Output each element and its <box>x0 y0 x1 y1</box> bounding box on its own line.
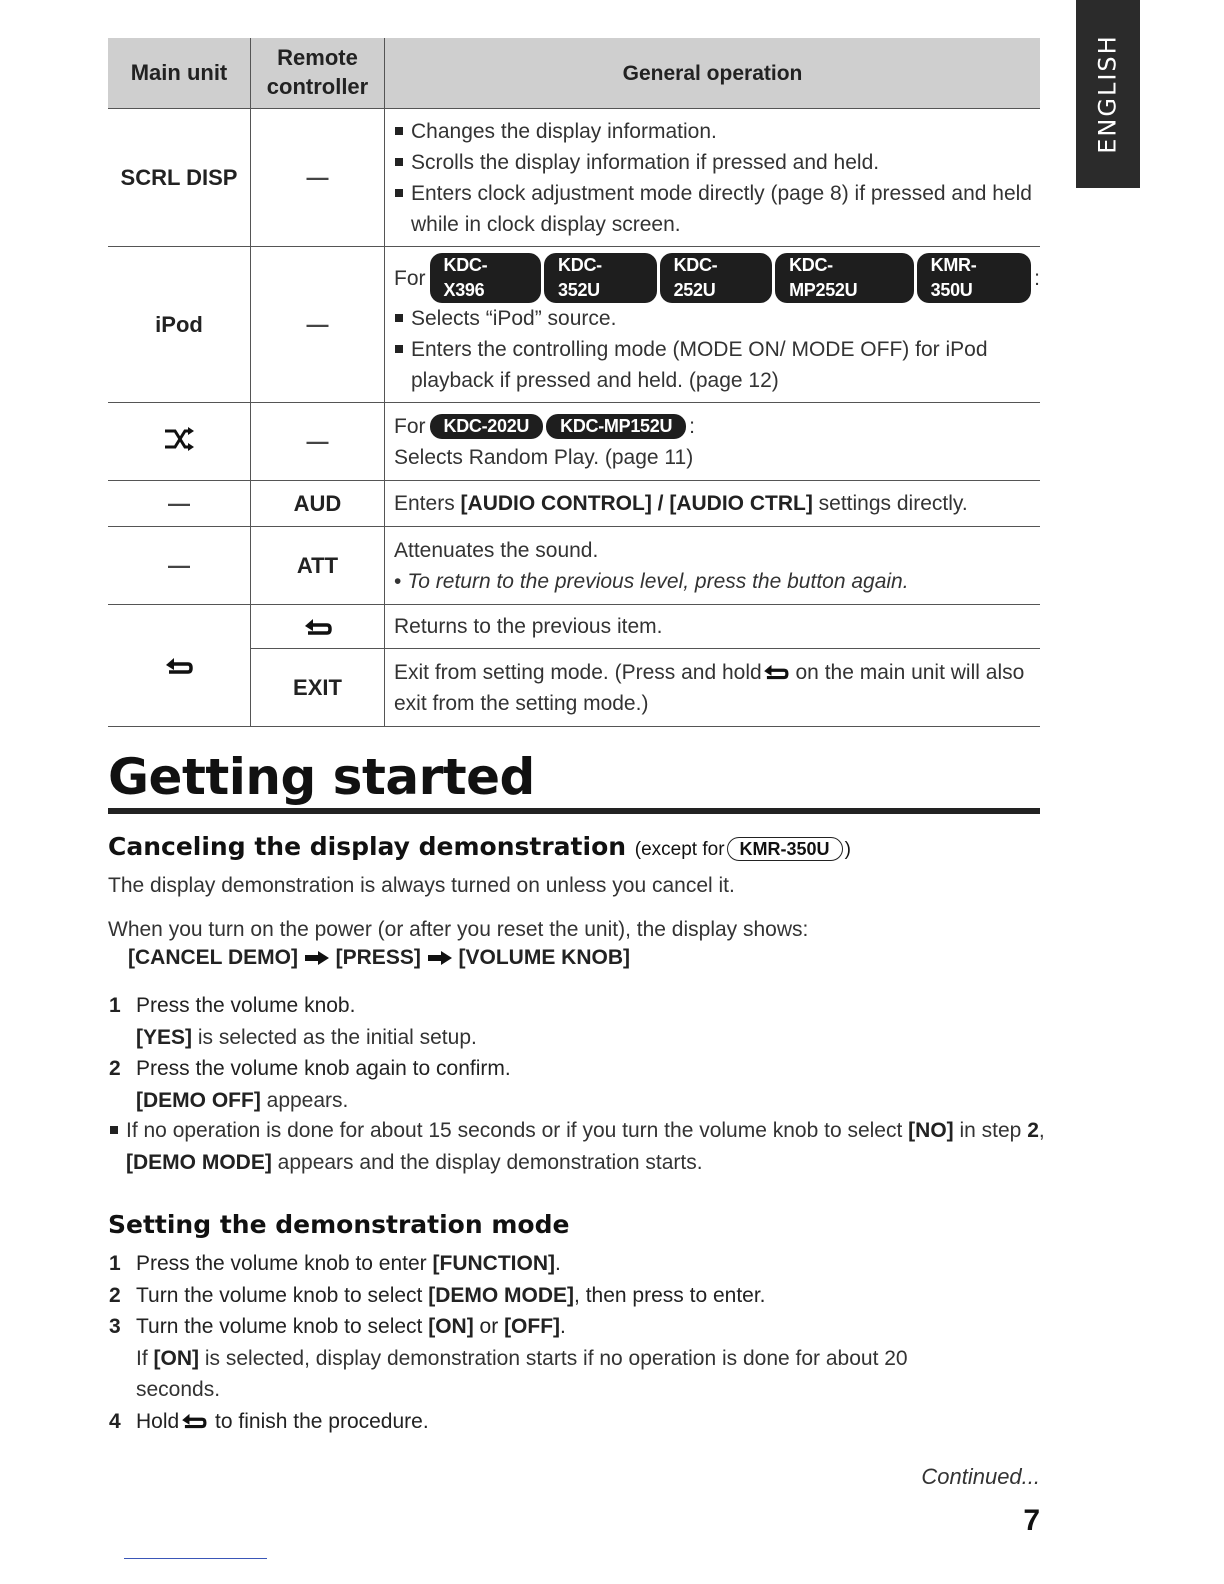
list-item: Changes the display information. <box>394 116 1040 147</box>
remote-cell: AUD <box>251 481 385 527</box>
list-item: Selects “iPod” source. <box>394 303 1040 334</box>
setting-name: [AUDIO CONTROL] / [AUDIO CTRL] <box>460 492 813 515</box>
remote-cell: ATT <box>251 527 385 605</box>
colon: : <box>689 414 695 438</box>
model-line <box>394 411 1040 442</box>
model-badge: KMR-350U <box>727 837 843 861</box>
language-label: ENGLISH <box>1094 34 1123 154</box>
main-unit-cell <box>108 403 251 481</box>
table-row <box>108 403 1040 481</box>
operation-cell <box>385 527 1041 605</box>
heading-rule <box>108 808 1040 814</box>
header-general-operation: General operation <box>385 38 1041 109</box>
main-unit-cell: iPod <box>108 247 251 403</box>
colon: : <box>1034 266 1040 290</box>
demo-sequence: [CANCEL DEMO] [PRESS] [VOLUME KNOB] <box>128 946 631 969</box>
remote-cell: — <box>251 403 385 481</box>
section-title: Getting started <box>108 748 535 806</box>
table-header-row <box>108 38 1040 109</box>
list-item: 2 Turn the volume knob to select [DEMO MODE], then press to enter. <box>109 1283 766 1307</box>
table-row <box>108 247 1040 403</box>
except-note: (except for KMR-350U ) <box>634 839 851 860</box>
operation-note: • To return to the previous level, press the button again. <box>394 569 909 593</box>
list-item: 3 Turn the volume knob to select [ON] or [OFF]. If [ON] is selected, display demonstration starts if no operation is done for about 20 seconds. <box>109 1315 908 1401</box>
demo-mode-steps <box>108 1248 1048 1437</box>
table-row <box>108 109 1040 247</box>
continued-label: Continued... <box>921 1464 1040 1489</box>
list-item: Scrolls the display information if pressed and held. <box>394 147 1040 178</box>
page-number: 7 <box>1023 1504 1040 1537</box>
main-unit-cell: — <box>108 481 251 527</box>
list-item: Enters clock adjustment mode directly (page 8) if pressed and held while in clock display screen. <box>394 178 1040 240</box>
shuffle-icon <box>161 424 197 454</box>
operation-cell <box>385 247 1041 403</box>
operations-table <box>108 38 1040 727</box>
remote-cell: — <box>251 109 385 247</box>
model-badge: KDC-MP152U <box>546 414 686 439</box>
list-item: 2 Press the volume knob again to confirm. [DEMO OFF] appears. <box>109 1057 511 1112</box>
operation-cell: Exit from setting mode. (Press and hold on the main unit will also exit from the setting mode.) <box>385 649 1041 727</box>
model-badge: KDC-252U <box>660 253 773 303</box>
table-row <box>108 605 1040 649</box>
main-unit-cell: SCRL DISP <box>108 109 251 247</box>
remote-cell: — <box>251 247 385 403</box>
for-label: For <box>394 414 426 438</box>
list-item: 1 Press the volume knob to enter [FUNCTION]. <box>109 1252 561 1275</box>
back-icon <box>181 1412 207 1432</box>
arrow-right-icon <box>427 950 453 966</box>
main-unit-cell: — <box>108 527 251 605</box>
demo-mode-heading: Setting the demonstration mode <box>108 1210 570 1239</box>
model-badge: KDC-MP252U <box>775 253 914 303</box>
operation-text: Selects Random Play. (page 11) <box>394 445 694 469</box>
model-badge: KMR-350U <box>917 253 1031 303</box>
operation-text: Attenuates the sound. <box>394 538 599 562</box>
model-badge: KDC-202U <box>430 414 544 439</box>
table-row <box>108 481 1040 527</box>
operation-cell <box>385 403 1041 481</box>
remote-cell: EXIT <box>251 649 385 727</box>
operation-cell: Returns to the previous item. <box>385 605 1041 649</box>
cancel-demo-heading: Canceling the display demonstration (except for KMR-350U ) <box>108 832 851 861</box>
language-tab <box>1076 0 1140 188</box>
operation-cell: Enters [AUDIO CONTROL] / [AUDIO CTRL] settings directly. <box>385 481 1041 527</box>
display-shows-text: When you turn on the power (or after you reset the unit), the display shows: <box>108 918 809 941</box>
remote-cell <box>251 605 385 649</box>
list-item: Enters the controlling mode (MODE ON/ MODE OFF) for iPod playback if pressed and held. (page 12) <box>394 334 1040 396</box>
for-label: For <box>394 266 426 290</box>
list-item: 4 Hold to finish the procedure. <box>109 1409 429 1433</box>
back-icon <box>304 617 332 639</box>
list-item: 1 Press the volume knob. [YES] is selected as the initial setup. <box>109 994 477 1049</box>
header-remote: Remote controller <box>251 38 385 109</box>
main-unit-cell <box>108 605 251 727</box>
table-row <box>108 527 1040 605</box>
cancel-demo-steps <box>108 990 1048 1116</box>
arrow-right-icon <box>304 950 330 966</box>
footer-line <box>124 1558 267 1559</box>
header-main-unit: Main unit <box>108 38 251 109</box>
back-icon <box>763 663 789 683</box>
model-badge: KDC-X396 <box>430 253 542 303</box>
intro-text: The display demonstration is always turned on unless you cancel it. <box>108 874 735 897</box>
demo-note: If no operation is done for about 15 seconds or if you turn the volume knob to select [NO] in step 2, [DEMO MODE] appears and the display demonstration starts. <box>108 1115 1048 1178</box>
operation-cell <box>385 109 1041 247</box>
model-line <box>394 253 1040 303</box>
back-icon <box>165 656 193 678</box>
model-badge: KDC-352U <box>544 253 657 303</box>
